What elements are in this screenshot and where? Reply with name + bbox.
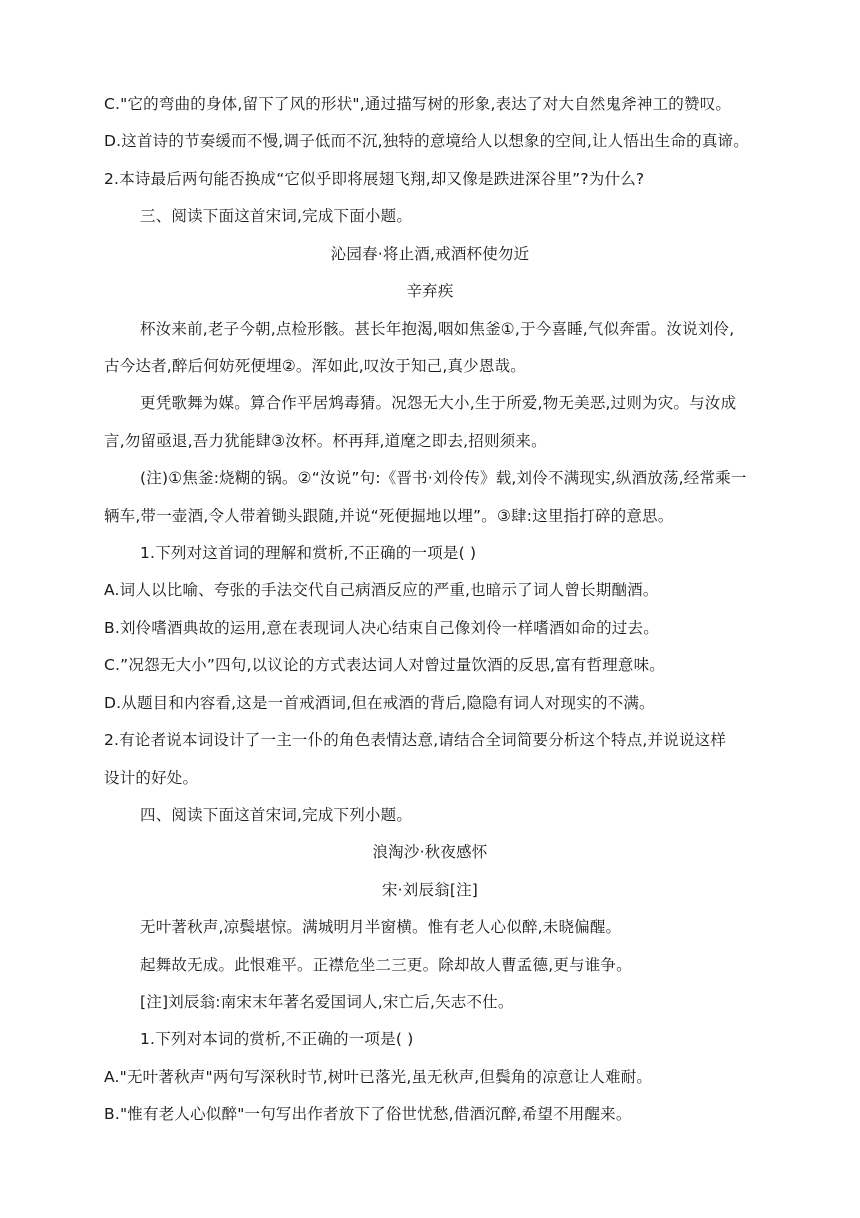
annotation-line: [注]刘辰翁:南宋末年著名爱国词人,宋亡后,矢志不仕。 xyxy=(140,993,514,1011)
option-a-ci: A.词人以比喻、夸张的手法交代自己病酒反应的严重,也暗示了词人曾长期酗酒。 xyxy=(104,581,659,599)
option-a-langtaosha: A."无叶著秋声"两句写深秋时节,树叶已落光,虽无秋声,但鬓角的凉意让人难耐。 xyxy=(104,1068,653,1086)
annotation-line: (注)①焦釜:烧糊的锅。②“汝说”句:《晋书·刘伶传》载,刘伶不满现实,纵酒放荡,经常乘一 xyxy=(140,469,747,487)
ci-text-line: 杯汝来前,老子今朝,点检形骸。甚长年抱渴,咽如焦釜①,于今喜睡,气似奔雷。汝说刘伶, xyxy=(140,320,735,338)
annotation-line: 辆车,带一壶酒,令人带着锄头跟随,并说“死便掘地以埋”。③肆:这里指打碎的意思。 xyxy=(104,507,674,525)
ci-text-line: 无叶著秋声,凉鬓堪惊。满城明月半窗横。惟有老人心似醉,未晓偏醒。 xyxy=(140,918,622,936)
ci-text-line: 起舞故无成。此恨难平。正襟危坐二三更。除却故人曹孟德,更与谁争。 xyxy=(140,956,632,974)
option-d-poem: D.这首诗的节奏缓而不慢,调子低而不沉,独特的意境给人以想象的空间,让人悟出生命的真谛。 xyxy=(104,132,749,150)
ci-title-qinyuanchun: 沁园春·将止酒,戒酒杯使勿近 xyxy=(330,245,530,263)
option-c-poem: C."它的弯曲的身体,留下了风的形状",通过描写树的形象,表达了对大自然鬼斧神工的赞叹。 xyxy=(104,95,732,113)
section-4-heading: 四、阅读下面这首宋词,完成下列小题。 xyxy=(140,806,413,824)
option-c-ci: C.”况怨无大小”四句,以议论的方式表达词人对曾过量饮酒的反思,富有哲理意味。 xyxy=(104,656,665,674)
ci-text-line: 更凭歌舞为媒。算合作平居鸩毒猜。况怨无大小,生于所爱,物无美恶,过则为灾。与汝成 xyxy=(140,394,737,412)
ci-title-langtaosha: 浪淘沙·秋夜感怀 xyxy=(372,843,488,861)
ci-author-xinqiji: 辛弃疾 xyxy=(406,282,454,300)
option-b-ci: B.刘伶嗜酒典故的运用,意在表现词人决心结束自己像刘伶一样嗜酒如命的过去。 xyxy=(104,619,659,637)
option-b-langtaosha: B."惟有老人心似醉"一句写出作者放下了俗世忧愁,借酒沉醉,希望不用醒来。 xyxy=(104,1105,632,1123)
question-2-ci-cont: 设计的好处。 xyxy=(104,769,199,787)
question-2-ci: 2.有论者说本词设计了一主一仆的角色表情达意,请结合全词简要分析这个特点,并说说这样 xyxy=(104,731,727,749)
ci-author-liuchenweng: 宋·刘辰翁[注] xyxy=(381,881,479,899)
ci-text-line: 言,勿留亟退,吾力犹能肆③汝杯。杯再拜,道麾之即去,招则须来。 xyxy=(104,432,547,450)
question-1-ci: 1.下列对这首词的理解和赏析,不正确的一项是( ) xyxy=(140,544,477,562)
question-2-poem: 2.本诗最后两句能否换成“它似乎即将展翅飞翔,却又像是跌进深谷里”?为什么? xyxy=(104,170,645,188)
question-1-langtaosha: 1.下列对本词的赏析,不正确的一项是( ) xyxy=(140,1030,414,1048)
section-3-heading: 三、阅读下面这首宋词,完成下面小题。 xyxy=(140,207,413,225)
ci-text-line: 古今达者,醉后何妨死便埋②。浑如此,叹汝于知己,真少恩哉。 xyxy=(104,357,526,375)
option-d-ci: D.从题目和内容看,这是一首戒酒词,但在戒酒的背后,隐隐有词人对现实的不满。 xyxy=(104,694,655,712)
